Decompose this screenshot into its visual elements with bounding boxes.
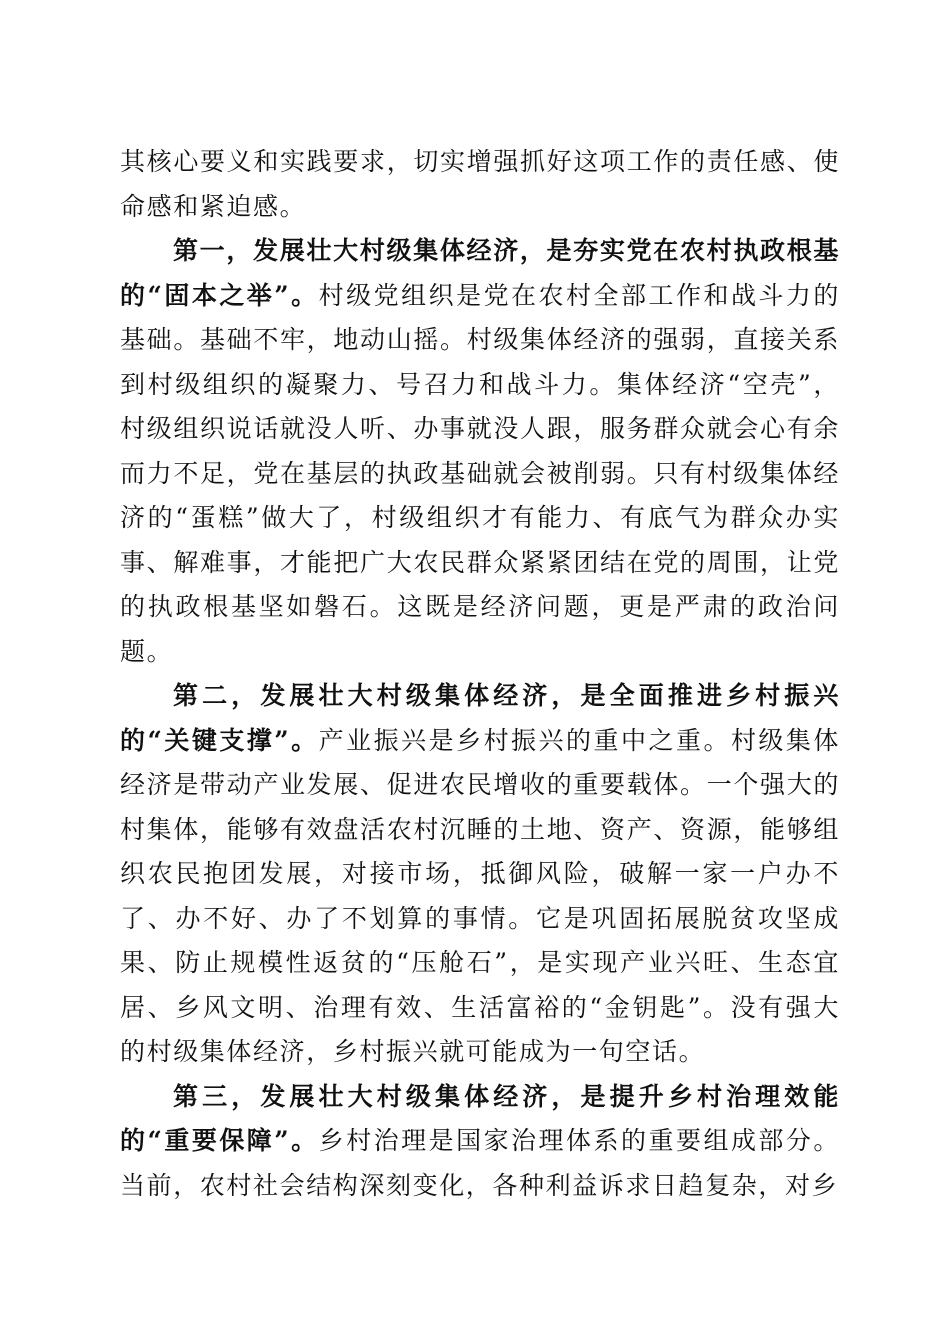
paragraph-lead-sentence: 第一，发展壮大村级集体经济，是夯实党在农村执政根基的“固本之举”。 <box>120 236 840 310</box>
paragraph-third-point <box>120 1075 840 1209</box>
paragraph-text: 乡村治理是国家治理体系的重要组成部分。当前，农村社会结构深刻变化，各种利益诉求日趋复杂，对乡 <box>120 1126 841 1200</box>
paragraph-text: 产业振兴是乡村振兴的重中之重。村级集体经济是带动产业发展、促进农民增收的重要载体。一个强大的村集体，能够有效盘活农村沉睡的土地、资产、资源，能够组织农民抱团发展，对接市场，抵御风险，破解一家一户办不了、办不好、办了不划算的事情。它是巩固拓展脱贫攻坚成果、防止规模性返贫的“压舱石”，是实现产业兴旺、生态宜居、乡风文明、治理有效、生活富裕的“金钥匙”。没有强大的村级集体经济，乡村振兴就可能成为一句空话。 <box>120 725 841 1066</box>
paragraph-first-point <box>120 229 840 674</box>
paragraph-continuation <box>120 140 840 229</box>
document-body <box>120 140 840 1208</box>
paragraph-text: 其核心要义和实践要求，切实增强抓好这项工作的责任感、使命感和紧迫感。 <box>120 147 840 221</box>
paragraph-lead-sentence: 第三，发展壮大村级集体经济，是提升乡村治理效能的“重要保障”。 <box>120 1081 840 1155</box>
paragraph-text: 村级党组织是党在农村全部工作和战斗力的基础。基础不牢，地动山摇。村级集体经济的强弱，直接关系到村级组织的凝聚力、号召力和战斗力。集体经济“空壳”，村级组织说话就没人听、办事就没人跟，服务群众就会心有余而力不足，党在基层的执政基础就会被削弱。只有村级集体经济的“蛋糕”做大了，村级组织才有能力、有底气为群众办实事、解难事，才能把广大农民群众紧紧团结在党的周围，让党的执政根基坚如磐石。这既是经济问题，更是严肃的政治问题。 <box>120 280 841 666</box>
paragraph-lead-sentence: 第二，发展壮大村级集体经济，是全面推进乡村振兴的“关键支撑”。 <box>120 681 840 755</box>
paragraph-second-point <box>120 674 840 1075</box>
